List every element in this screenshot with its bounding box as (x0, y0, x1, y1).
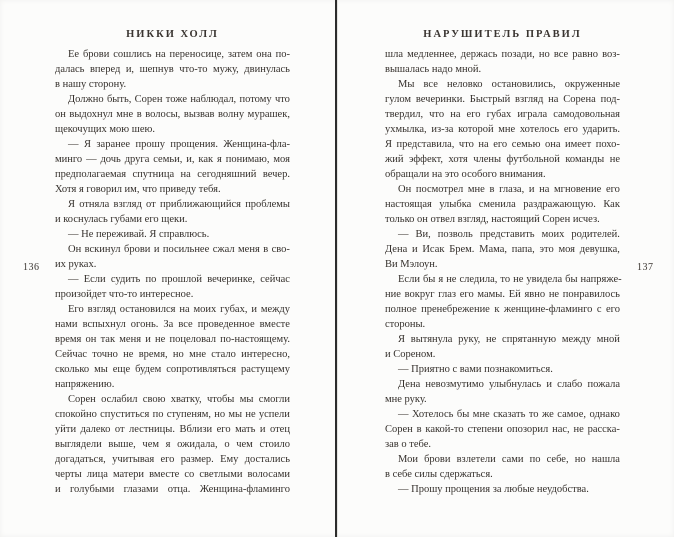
text-line: Мы все неловко остановились, окруженные (398, 79, 620, 90)
text-line: твердил, что на его губах играла самодовольная (385, 109, 620, 120)
left-page-text (55, 47, 290, 497)
text-line: Хотя я говорил им, что приведу тебя. (55, 184, 221, 195)
text-line: мне руку. (385, 394, 427, 405)
text-line: время он так меня и не поцеловал по-настоящему. (55, 334, 290, 345)
text-line: шла медленнее, держась позади, но все равно воз- (385, 49, 620, 60)
text-line: ухмылка, из-за которой мне хотелось его ударить. (385, 124, 620, 135)
right-page-text (385, 47, 620, 497)
left-page-number: 136 (23, 262, 40, 273)
text-line: минго — дочь друга семьи, и, как я понимаю, моя (55, 154, 290, 165)
text-line: Дена и Исак Брем. Мама, папа, это моя девушка, (385, 244, 620, 255)
text-line: гулом вечеринки. Быстрый взгляд на Сорена под- (385, 94, 620, 105)
text-line: предполагаемая спутница на сегодняшний вечер. (55, 169, 290, 180)
text-line: — Если судить по прошлой вечеринке, сейчас (68, 274, 290, 285)
text-line: Его взгляд остановился на моих губах, и между (68, 304, 290, 315)
text-line: — Не переживай. Я справлюсь. (68, 229, 210, 240)
text-line: Я вытянула руку, не спрятанную между мной (398, 334, 620, 345)
text-line: Я отняла взгляд от приближающийся проблемы (68, 199, 290, 210)
text-line: в себе силы сдержаться. (385, 469, 493, 480)
text-line: в нашу сторону. (55, 79, 127, 90)
text-line: Он посмотрел мне в глаза, и на мгновение его (398, 184, 620, 195)
left-running-header: НИККИ ХОЛЛ (126, 29, 219, 40)
text-line: щекочущих мою шею. (55, 124, 155, 135)
right-page-number: 137 (637, 262, 654, 273)
right-page[interactable] (338, 0, 674, 537)
text-line: — Хотелось бы мне сказать то же самое, однако (398, 409, 620, 420)
text-line: спокойно спуститься по ступеням, но мы не успели (55, 409, 290, 420)
text-line: жий эффект, хотя члены футбольной команды не (385, 154, 620, 165)
text-line: выглядели выше, чем я ожидала, о чем стоило (55, 439, 290, 450)
text-line: Он вскинул брови и посильнее сжал меня в сво- (68, 244, 290, 255)
text-line: — Приятно с вами познакомиться. (398, 364, 553, 375)
text-line: вышалась надо мной. (385, 64, 482, 75)
text-line: полное пренебрежение к женщине-фламинго с его (385, 304, 620, 315)
text-line: Должно быть, Сорен тоже наблюдал, потому что (68, 94, 290, 105)
text-line: Ви Мэлоун. (385, 259, 438, 270)
text-line: только он отвел взгляд, настоящий Сорен исчез. (385, 214, 600, 225)
text-line: далась вперед и, шепнув что-то мужу, двинулась (55, 64, 290, 75)
text-line: уйти далеко от лестницы. Вблизи его мать и отец (55, 424, 290, 435)
text-line: произойдет что-то интересное. (55, 289, 194, 300)
text-line: обращали на это особого внимания. (385, 169, 546, 180)
text-line: сколько мы еще будем сопротивляться растущему (55, 364, 290, 375)
text-line: нами вспыхнул огонь. За все проведенное вместе (55, 319, 290, 330)
text-line: Сорен ослабил свою хватку, чтобы мы смогли (68, 394, 290, 405)
text-line: стороны. (385, 319, 426, 330)
text-line: черты лица матери вместе со светлыми волосами (55, 469, 290, 480)
text-line: и голубыми глазами отца. Женщина-фламинго (55, 484, 290, 495)
text-line: Ее брови сошлись на переносице, затем она по- (68, 49, 290, 60)
text-line: их руках. (55, 259, 97, 270)
text-line: Сейчас точно не время, но мне стало интересно, (55, 349, 290, 360)
text-line: догадаться, учитывая его размер. Ему достались (55, 454, 290, 465)
text-line: — Прошу прощения за любые неудобства. (398, 484, 589, 495)
text-line: настоящая улыбка сменила раздражающую. Как (385, 199, 620, 210)
text-line: — Ви, позволь представить моих родителей. (398, 229, 620, 240)
text-line: и Сореном. (385, 349, 436, 360)
text-line: Дена невозмутимо улыбнулась и слабо пожала (398, 379, 620, 390)
text-line: Сорен в какой-то степени опозорил нас, не расска- (385, 424, 620, 435)
text-line: и коснулась губами его щеки. (55, 214, 188, 225)
text-line: Мои брови взлетели сами по себе, но нашла (398, 454, 620, 465)
text-line: Я представила, что на его семью она имеет похо- (385, 139, 620, 150)
text-line: — Я заранее прошу прощения. Женщина-фла- (68, 139, 290, 150)
text-line: ние вокруг глаз его мамы. Ей явно не понравилось (385, 289, 620, 300)
text-line: Если бы я не следила, то не увидела бы напряже- (398, 274, 622, 285)
text-line: он выдохнул мне в волосы, вызвав волну мурашек, (55, 109, 290, 120)
right-running-header: НАРУШИТЕЛЬ ПРАВИЛ (423, 29, 582, 40)
text-line: напряжению. (55, 379, 115, 390)
left-page[interactable] (0, 0, 336, 537)
text-line: зав о тебе. (385, 439, 432, 450)
